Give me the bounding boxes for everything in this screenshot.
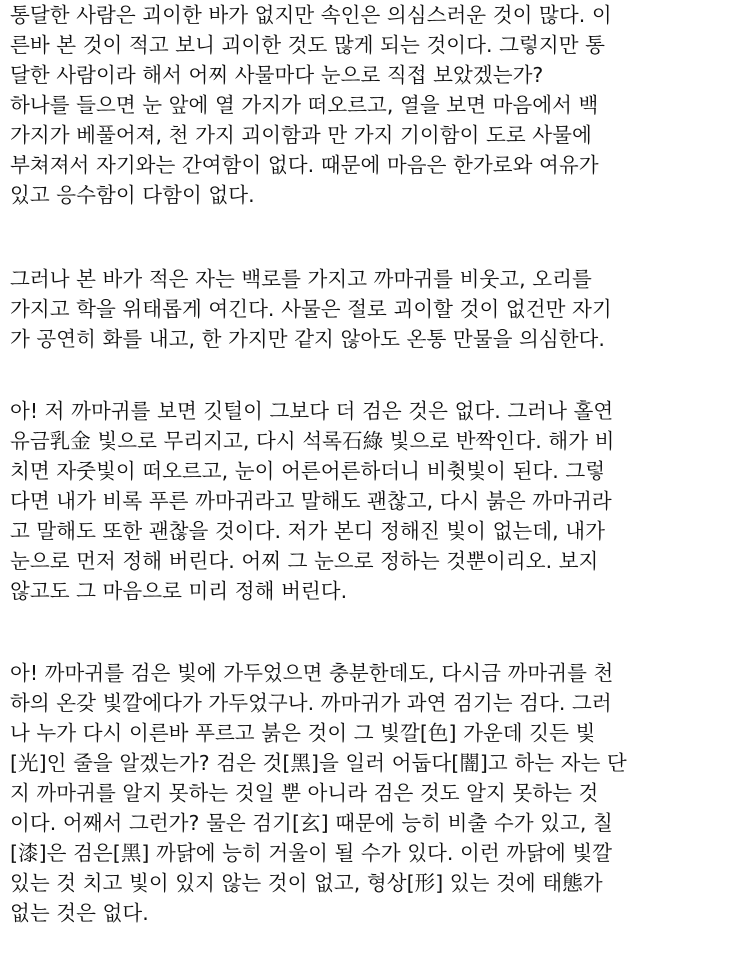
text-line: 지 까마귀를 알지 못하는 것일 뿐 아니라 검은 것도 알지 못하는 것	[10, 781, 599, 805]
text-line: 않고도 그 마음으로 미리 정해 버린다.	[10, 579, 348, 603]
text-line: 가지가 베풀어져, 천 가지 괴이함과 만 가지 기이함이 도로 사물에	[10, 123, 592, 147]
text-line: 이다. 어째서 그런가? 물은 검기[玄] 때문에 능히 비출 수가 있고, 칠	[10, 811, 613, 835]
text-line: 나 누가 다시 이른바 푸르고 붉은 것이 그 빛깔[色] 가운데 깃든 빛	[10, 721, 596, 745]
text-line: 하의 온갖 빛깔에다가 가두었구나. 까마귀가 과연 검기는 검다. 그러	[10, 691, 612, 715]
text-line: 아! 까마귀를 검은 빛에 가두었으면 충분한데도, 다시금 까마귀를 천	[10, 661, 614, 685]
paragraph-3	[10, 396, 614, 606]
text-line: 있고 응수함이 다함이 없다.	[10, 183, 255, 207]
text-line: 부쳐져서 자기와는 간여함이 없다. 때문에 마음은 한가로와 여유가	[10, 153, 599, 177]
text-line: 가지고 학을 위태롭게 여긴다. 사물은 절로 괴이할 것이 없건만 자기	[10, 297, 612, 321]
text-line: 가 공연히 화를 내고, 한 가지만 같지 않아도 온통 만물을 의심한다.	[10, 327, 605, 351]
paragraph-4	[10, 658, 627, 928]
text-line: 통달한 사람은 괴이한 바가 없지만 속인은 의심스러운 것이 많다. 이	[10, 3, 612, 27]
text-line: 아! 저 까마귀를 보면 깃털이 그보다 더 검은 것은 없다. 그러나 홀연	[10, 399, 614, 423]
text-line: 치면 자줏빛이 떠오르고, 눈이 어른어른하더니 비췻빛이 된다. 그렇	[10, 459, 606, 483]
paragraph-1	[10, 0, 612, 210]
text-line: 달한 사람이라 해서 어찌 사물마다 눈으로 직접 보았겠는가?	[10, 63, 544, 87]
paragraph-2	[10, 264, 612, 354]
text-line: [漆]은 검은[黑] 까닭에 능히 거울이 될 수가 있다. 이런 까닭에 빛깔	[10, 841, 613, 865]
text-line: 없는 것은 없다.	[10, 901, 149, 925]
text-line: 고 말해도 또한 괜찮을 것이다. 저가 본디 정해진 빛이 없는데, 내가	[10, 519, 605, 543]
text-line: 눈으로 먼저 정해 버린다. 어찌 그 눈으로 정하는 것뿐이리오. 보지	[10, 549, 599, 573]
text-line: 그러나 본 바가 적은 자는 백로를 가지고 까마귀를 비웃고, 오리를	[10, 267, 592, 291]
text-line: 유금乳金 빛으로 무리지고, 다시 석록石綠 빛으로 반짝인다. 해가 비	[10, 429, 615, 453]
text-line: [光]인 줄을 알겠는가? 검은 것[黑]을 일러 어둡다[闇]고 하는 자는 단	[10, 751, 627, 775]
text-line: 다면 내가 비록 푸른 까마귀라고 말해도 괜찮고, 다시 붉은 까마귀라	[10, 489, 612, 513]
text-line: 른바 본 것이 적고 보니 괴이한 것도 많게 되는 것이다. 그렇지만 통	[10, 33, 605, 57]
text-line: 하나를 들으면 눈 앞에 열 가지가 떠오르고, 열을 보면 마음에서 백	[10, 93, 599, 117]
text-line: 있는 것 치고 빛이 있지 않는 것이 없고, 형상[形] 있는 것에 태態가	[10, 871, 603, 895]
